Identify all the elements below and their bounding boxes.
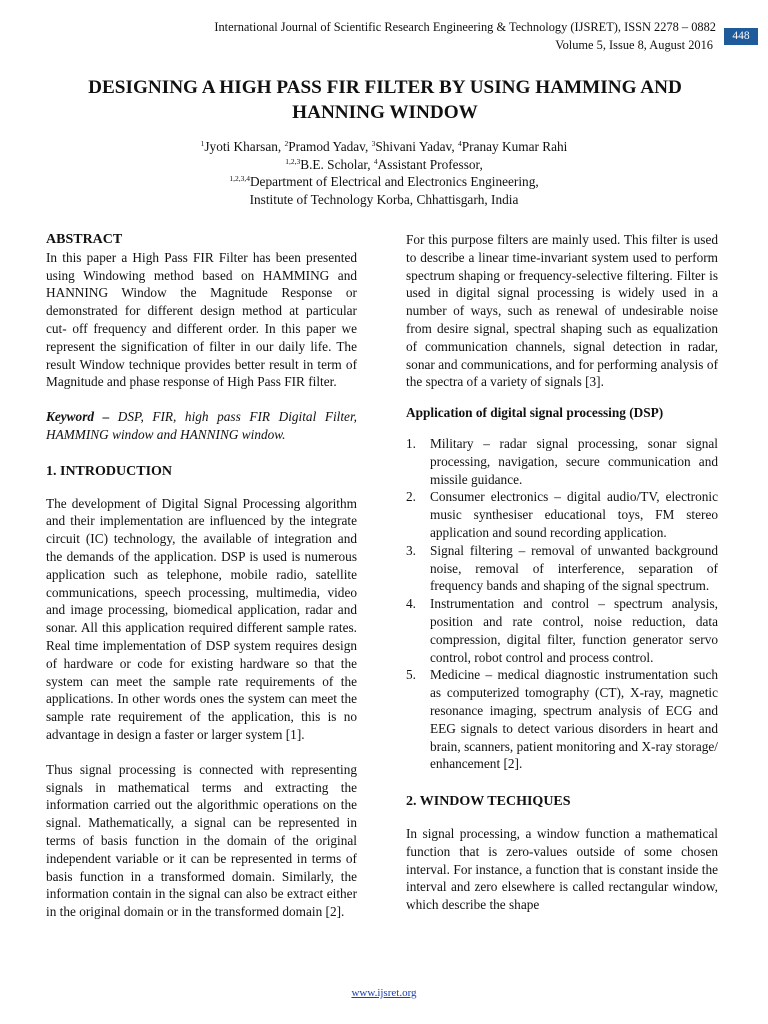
list-number: 4. — [406, 596, 416, 612]
page-number-badge: 448 — [724, 28, 758, 45]
dsp-applications-list — [406, 435, 718, 773]
intro-paragraph-1: The development of Digital Signal Processing algorithm and their implementation are influenced by the integrate circuit (IC) technology, the available of integration and the demands of the application. DSP is used is numerous application such as telephone, mobile radio, satellite communications, speech processing, multimedia, video and image processing, biomedical application, radar and sonar. All this application required different sample rates. Real time implementation of DSP system requires design of hardware or code for existing hardware so that the system can meet the sample rate requirements of the applications. In other words ones the system can meet the sample rate requirement of the application, this is no advantage in design a faster or larger system [1]. — [46, 495, 357, 742]
journal-header: International Journal of Scientific Research Engineering & Technology (IJSRET), ISSN 2278 – 0882 — [214, 20, 716, 34]
role-text: Assistant Professor, — [377, 156, 483, 172]
intro-paragraph-2: Thus signal processing is connected with representing signals in mathematical terms and extracting the information carried out the algorithmic operations on the signal. Mathematically, a signal can be represented in terms of basis function in the domain of the original independent variable or it can be represented in terms of basis function in a transformed domain. Similarly, the information contain in the signal can also be extract either in the original domain or in the transformed domain [2]. — [46, 761, 357, 920]
footer-link[interactable]: www.ijsret.org — [351, 987, 417, 999]
institute: Institute of Technology Korba, Chhattisgarh, India — [249, 191, 519, 207]
author-sup: 3 — [371, 139, 376, 148]
list-text: Military – radar signal processing, sonar signal processing, navigation, secure communication and missile guidance. — [430, 435, 718, 487]
list-item — [406, 435, 718, 488]
list-item — [406, 542, 718, 595]
list-item — [406, 595, 718, 666]
department — [0, 173, 768, 191]
list-text: Signal filtering – removal of unwanted background noise, removal of interference, separation of frequency bands and shaping of the signal spectrum. — [430, 542, 718, 594]
abstract-text: In this paper a High Pass FIR Filter has been presented using Windowing method based on HAMMING and HANNING Window the Magnitude Response or demonstrated for different design method at particular cut- off frequency and different order. In this paper we represent the signification of filter in our daily life. The result Window technique provides better result in term of Magnitude and phase response of High Pass FIR filter. — [46, 249, 357, 390]
role-text: B.E. Scholar, — [300, 156, 374, 172]
left-column — [46, 231, 357, 921]
paper-title: DESIGNING A HIGH PASS FIR FILTER BY USING HAMMING AND HANNING WINDOW — [88, 77, 682, 123]
list-number: 2. — [406, 489, 416, 505]
author-name: Pramod Yadav, — [288, 139, 372, 154]
author-roles — [0, 156, 768, 174]
list-item — [406, 666, 718, 773]
dsp-applications-heading: Application of digital signal processing (DSP) — [406, 405, 664, 421]
filter-paragraph: For this purpose filters are mainly used. This filter is used to describe a linear time-invariant system used to perform spectrum shaping or frequency-selective filtering. Filter is used in digital signal processing is widely used in a number of ways, such as renewal of undesirable noise from desire signal, spectral shaping such as equalization of communication channels, signal detection in radar, sonar and communications, and for performing analysis of the spectra of a variety of signals [3]. — [406, 232, 718, 390]
author-name: Shivani Yadav, — [375, 139, 458, 154]
list-number: 3. — [406, 542, 416, 558]
footer — [0, 987, 768, 999]
author-sup: 4 — [458, 139, 462, 148]
dept-sup: 1,2,3,4 — [229, 174, 250, 183]
list-number: 1. — [406, 435, 416, 451]
list-item — [406, 488, 718, 541]
list-text: Consumer electronics – digital audio/TV, electronic music synthesiser educational toys, FM stereo application and sound recording application. — [430, 489, 718, 540]
list-text: Instrumentation and control – spectrum analysis, position and rate control, noise reduction, data compression, digital filter, function generator servo control, robot control and process control. — [430, 596, 718, 665]
list-number: 5. — [406, 667, 416, 683]
keywords — [46, 408, 357, 444]
right-column — [406, 231, 718, 914]
author-names — [0, 138, 768, 156]
keywords-text: DSP, FIR, high pass FIR Digital Filter, HAMMING window and HANNING window. — [46, 409, 357, 442]
author-name: Pranay Kumar Rahi — [461, 139, 568, 154]
list-text: Medicine – medical diagnostic instrumentation such as computerized tomography (CT), X-ray, magnetic resonance imaging, spectrum analysis of ECG and EEG signals to detect various disorders in heart and brain, scanners, patient monitoring and X-ray storage/ enhancement [2]. — [430, 667, 718, 772]
role-sup: 1,2,3 — [285, 156, 301, 166]
author-block — [0, 138, 768, 208]
window-paragraph: In signal processing, a window function a mathematical function that is zero-values outside of some chosen interval. For instance, a function that is constant inside the interval and zero elsewhere is called rectangular window, which describe the shape — [406, 825, 718, 913]
role-sup: 4 — [373, 156, 378, 166]
abstract-heading: ABSTRACT — [46, 232, 123, 247]
intro-heading: 1. INTRODUCTION — [46, 463, 173, 479]
author-name: Jyoti Kharsan, — [204, 139, 285, 154]
author-sup: 2 — [284, 139, 289, 148]
author-sup: 1 — [200, 139, 205, 148]
keywords-label: Keyword – — [46, 409, 110, 425]
dept-text: Department of Electrical and Electronics Engineering, — [249, 174, 539, 189]
volume-issue: Volume 5, Issue 8, August 2016 — [555, 38, 713, 52]
window-heading: 2. WINDOW TECHIQUES — [406, 794, 571, 810]
